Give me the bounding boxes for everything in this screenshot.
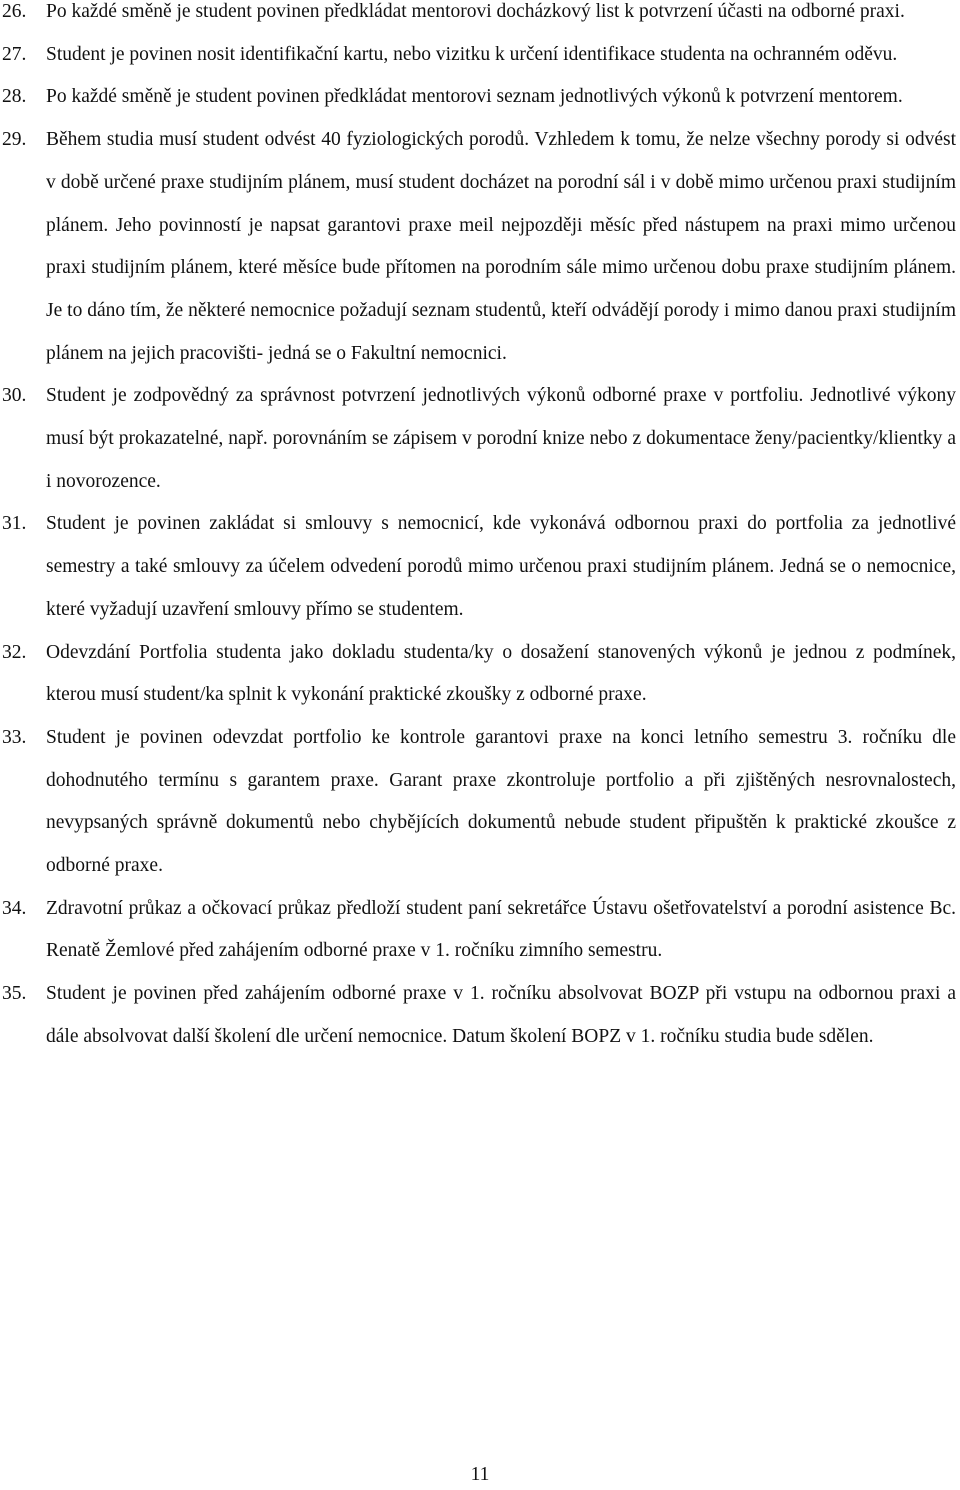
item-text: Odevzdání Portfolia studenta jako dokladu studenta/ky o dosažení stanovených výkonů je jednou z podmínek, kterou musí student/ka splnit k vykonání praktické zkoušky z odborné praxe. <box>46 641 956 706</box>
item-number: 35. <box>2 983 27 1005</box>
item-number: 33. <box>2 726 27 748</box>
list-item-26 <box>0 0 960 34</box>
item-number: 30. <box>2 385 27 407</box>
item-text: Zdravotní průkaz a očkovací průkaz předloží student paní sekretářce Ústavu ošetřovatelství a porodní asistence Bc. Renatě Žemlové před zahájením odborné praxe v 1. ročníku zimního semestru. <box>46 897 956 962</box>
item-text: Student je povinen zakládat si smlouvy s nemocnicí, kde vykonává odbornou praxi do portfolia za jednotlivé semestry a také smlouvy za účelem odvedení porodů mimo určenou praxi studijním plánem. Jedná se o nemocnice, které vyžadují uzavření smlouvy přímo se studentem. <box>46 513 956 620</box>
list-item-29 <box>0 119 960 375</box>
list-item-34 <box>0 888 960 973</box>
item-text: Student je zodpovědný za správnost potvrzení jednotlivých výkonů odborné praxe v portfoliu. Jednotlivé výkony musí být prokazatelné, např. porovnáním se zápisem v porodní knize nebo z dokumentace ženy/pacientky/klientky a i novorozence. <box>46 385 956 492</box>
list-item-35 <box>0 973 960 1058</box>
page-number: 11 <box>470 1464 490 1485</box>
item-number: 29. <box>2 129 27 151</box>
item-text: Student je povinen před zahájením odborné praxe v 1. ročníku absolvovat BOZP při vstupu na odbornou praxi a dále absolvovat další školení dle určení nemocnice. Datum školení BOPZ v 1. ročníku studia bude sdělen. <box>46 983 956 1047</box>
list-item-31 <box>0 503 960 631</box>
item-number: 26. <box>2 1 27 22</box>
item-number: 28. <box>2 86 27 108</box>
list-item-30 <box>0 375 960 503</box>
list-item-28 <box>0 76 960 119</box>
list-item-33 <box>0 717 960 888</box>
list-item-27 <box>0 34 960 77</box>
list-item-32 <box>0 632 960 717</box>
item-text: Po každé směně je student povinen předkládat mentorovi docházkový list k potvrzení účasti na odborné praxi. <box>46 1 905 22</box>
item-text: Student je povinen odevzdat portfolio ke kontrole garantovi praxe na konci letního semestru 3. ročníku dle dohodnutého termínu s garantem praxe. Garant praxe zkontroluje portfolio a při zjištěných nesrovnalostech, nevypsaných správně dokumentů nebo chybějících dokumentů nebude student připuštěn k praktické zkoušce z odborné praxe. <box>46 726 956 877</box>
item-text: Student je povinen nosit identifikační kartu, nebo vizitku k určení identifikace studenta na ochranném oděvu. <box>46 43 898 65</box>
item-number: 32. <box>2 641 27 663</box>
item-text: Po každé směně je student povinen předkládat mentorovi seznam jednotlivých výkonů k potvrzení mentorem. <box>46 86 903 108</box>
item-number: 31. <box>2 513 27 535</box>
item-number: 34. <box>2 897 27 919</box>
item-text: Během studia musí student odvést 40 fyziologických porodů. Vzhledem k tomu, že nelze všechny porody si odvést v době určené praxe studijním plánem, musí student docházet na porodní sál i v době mimo určenou praxi studijním plánem. Jeho povinností je napsat garantovi praxe meil nejpozději měsíc před nástupem na praxi mimo určenou praxi studijním plánem, které měsíce bude přítomen na porodním sále mimo určenou dobu praxe studijním plánem. Je to dáno tím, že některé nemocnice požadují seznam studentů, kteří odvádějí porody i mimo danou praxi studijním plánem na jejich pracovišti- jedná se o Fakultní nemocnici. <box>46 129 956 364</box>
item-number: 27. <box>2 43 27 65</box>
